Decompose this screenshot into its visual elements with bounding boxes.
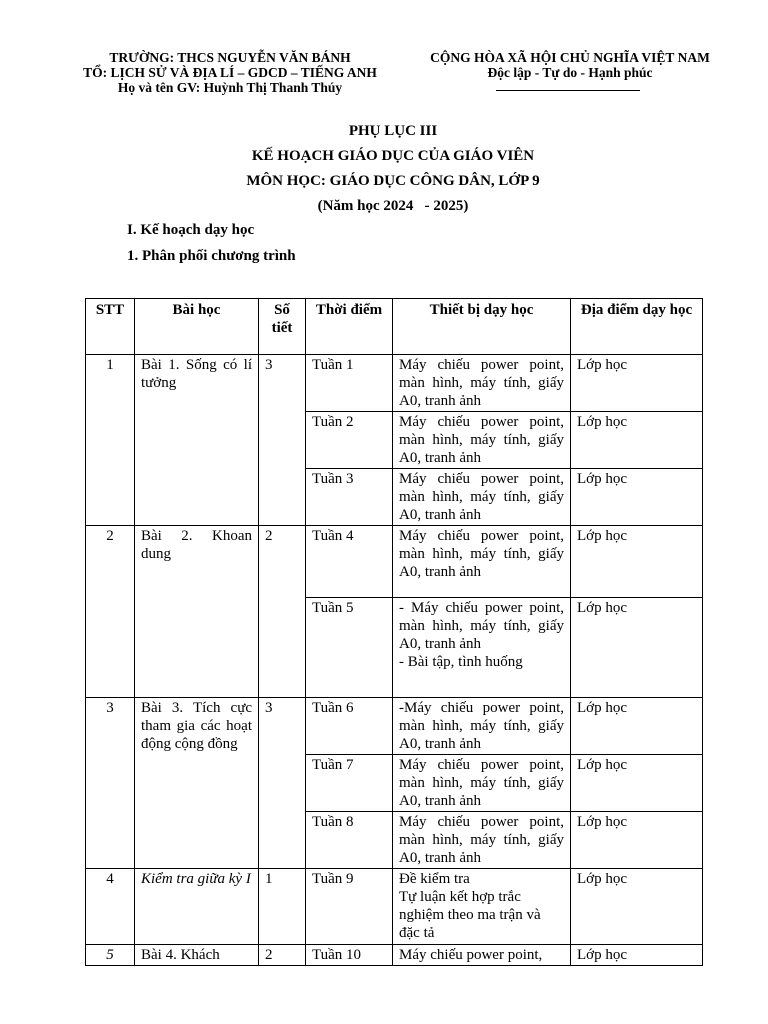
equipment-cell: Máy chiếu power point, (393, 945, 571, 966)
stt-cell: 5 (86, 945, 135, 966)
periods-cell: 3 (259, 698, 306, 869)
col-header-lesson: Bài học (135, 299, 259, 355)
lesson-cell: Bài 3. Tích cực tham gia các hoạt động cộng đồng (135, 698, 259, 869)
location-cell: Lớp học (571, 355, 703, 412)
col-header-location: Địa điểm dạy học (571, 299, 703, 355)
week-cell: Tuần 3 (306, 469, 393, 526)
periods-cell: 3 (259, 355, 306, 526)
motto-underline (496, 90, 640, 91)
location-cell: Lớp học (571, 945, 703, 966)
week-cell: Tuần 6 (306, 698, 393, 755)
equipment-line: Đề kiểm tra (399, 871, 470, 887)
section-heading-1: I. Kế hoạch dạy học (127, 222, 255, 238)
location-cell: Lớp học (571, 598, 703, 698)
teacher-name: Họ và tên GV: Huỳnh Thị Thanh Thúy (117, 80, 343, 95)
location-cell: Lớp học (571, 412, 703, 469)
table-row (86, 355, 703, 412)
appendix-title: PHỤ LỤC III (348, 123, 438, 139)
col-header-equipment: Thiết bị dạy học (393, 299, 571, 355)
table-header-row (86, 299, 703, 355)
curriculum-table (85, 298, 703, 966)
col-header-stt: STT (86, 299, 135, 355)
table-row (86, 869, 703, 945)
week-cell: Tuần 5 (306, 598, 393, 698)
equipment-cell (393, 869, 571, 945)
week-cell: Tuần 8 (306, 812, 393, 869)
nation-motto: Độc lập - Tự do - Hạnh phúc (487, 65, 653, 80)
equipment-cell: Máy chiếu power point, màn hình, máy tính, giấy A0, tranh ảnh (393, 812, 571, 869)
equipment-cell (393, 598, 571, 698)
lesson-cell: Bài 2. Khoan dung (135, 526, 259, 698)
week-cell: Tuần 7 (306, 755, 393, 812)
table-row (86, 698, 703, 755)
stt-cell: 1 (86, 355, 135, 526)
equipment-line: - Bài tập, tình huống (399, 654, 523, 670)
stt-cell: 4 (86, 869, 135, 945)
equipment-cell: -Máy chiếu power point, màn hình, máy tính, giấy A0, tranh ảnh (393, 698, 571, 755)
location-cell: Lớp học (571, 469, 703, 526)
equipment-line: Tự luận kết hợp trắc nghiệm theo ma trận và đặc tả (399, 889, 541, 941)
table-row (86, 526, 703, 598)
school-year: (Năm học 2024 - 2025) (317, 198, 469, 214)
lesson-cell: Kiểm tra giữa kỳ I (135, 869, 259, 945)
table-row (86, 945, 703, 966)
periods-cell: 1 (259, 869, 306, 945)
location-cell: Lớp học (571, 526, 703, 598)
equipment-cell: Máy chiếu power point, màn hình, máy tính, giấy A0, tranh ảnh (393, 755, 571, 812)
equipment-cell: Máy chiếu power point, màn hình, máy tính, giấy A0, tranh ảnh (393, 469, 571, 526)
week-cell: Tuần 10 (306, 945, 393, 966)
lesson-cell: Bài 4. Khách (135, 945, 259, 966)
equipment-cell: Máy chiếu power point, màn hình, máy tính, giấy A0, tranh ảnh (393, 412, 571, 469)
periods-cell: 2 (259, 526, 306, 698)
equipment-cell: Máy chiếu power point, màn hình, máy tính, giấy A0, tranh ảnh (393, 355, 571, 412)
location-cell: Lớp học (571, 698, 703, 755)
nation-header (420, 50, 720, 80)
department-name: TỔ: LỊCH SỬ VÀ ĐỊA LÍ – GDCD – TIẾNG ANH (83, 65, 377, 80)
lesson-cell: Bài 1. Sống có lí tưởng (135, 355, 259, 526)
week-cell: Tuần 9 (306, 869, 393, 945)
week-cell: Tuần 1 (306, 355, 393, 412)
document-title (0, 119, 768, 219)
school-name: TRƯỜNG: THCS NGUYỄN VĂN BÁNH (109, 50, 351, 65)
school-header (70, 50, 390, 95)
location-cell: Lớp học (571, 755, 703, 812)
location-cell: Lớp học (571, 812, 703, 869)
section-heading-1-1: 1. Phân phối chương trình (127, 248, 296, 264)
subject-title: MÔN HỌC: GIÁO DỤC CÔNG DÂN, LỚP 9 (246, 173, 540, 189)
stt-cell: 2 (86, 526, 135, 698)
equipment-line: - Máy chiếu power point, màn hình, máy tính, giấy A0, tranh ảnh (399, 600, 564, 652)
stt-cell: 3 (86, 698, 135, 869)
equipment-cell: Máy chiếu power point, màn hình, máy tính, giấy A0, tranh ảnh (393, 526, 571, 598)
col-header-periods: Số tiết (259, 299, 306, 355)
location-cell: Lớp học (571, 869, 703, 945)
periods-cell: 2 (259, 945, 306, 966)
col-header-time: Thời điểm (306, 299, 393, 355)
week-cell: Tuần 4 (306, 526, 393, 598)
nation-title: CỘNG HÒA XÃ HỘI CHỦ NGHĨA VIỆT NAM (430, 50, 710, 65)
plan-title: KẾ HOẠCH GIÁO DỤC CỦA GIÁO VIÊN (251, 148, 535, 164)
week-cell: Tuần 2 (306, 412, 393, 469)
